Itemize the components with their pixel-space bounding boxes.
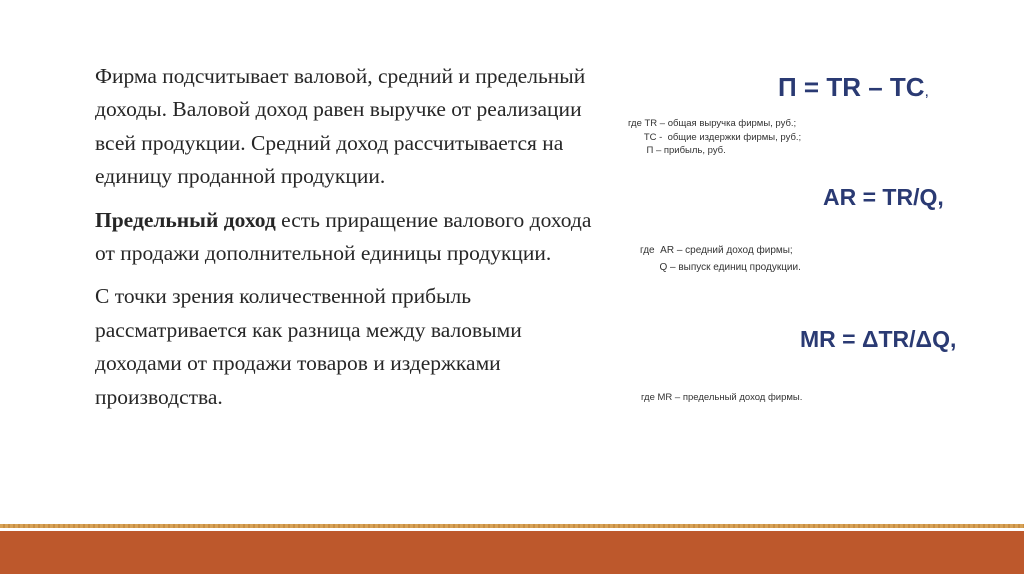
footer-thick-bar xyxy=(0,531,1024,574)
marginal-revenue-note: где MR – предельный доход фирмы. xyxy=(641,392,803,403)
profit-formula-text: П = TR – TC xyxy=(778,72,925,102)
paragraph-profit: С точки зрения количественной прибыль рассматривается как разница между валовыми доходами от продажи товаров и издержками производства. xyxy=(95,284,522,409)
profit-formula-suffix: , xyxy=(924,83,929,100)
profit-formula-note: где TR – общая выручка фирмы, руб.; TC - общие издержки фирмы, руб.; П – прибыль, руб. xyxy=(628,118,802,156)
profit-formula xyxy=(778,72,929,103)
body-text xyxy=(95,60,600,424)
marginal-revenue-formula: MR = ΔTR/ΔQ, xyxy=(800,326,957,352)
average-revenue-note: где AR – средний доход фирмы; Q – выпуск единиц продукции. xyxy=(640,245,801,273)
footer-thin-bar xyxy=(0,524,1024,528)
marginal-revenue-definition: есть приращение валового дохода от продажи дополнительной единицы продукции. xyxy=(95,207,592,266)
paragraph-marginal-revenue xyxy=(95,204,600,271)
marginal-revenue-term: Предельный доход xyxy=(95,207,276,232)
paragraph-revenue-types: Фирма подсчитывает валовой, средний и предельный доходы. Валовой доход равен выручке от реализации всей продукции. Средний доход рассчитывается на единицу проданной продукции. xyxy=(95,64,586,189)
average-revenue-formula: AR = TR/Q, xyxy=(823,184,944,210)
